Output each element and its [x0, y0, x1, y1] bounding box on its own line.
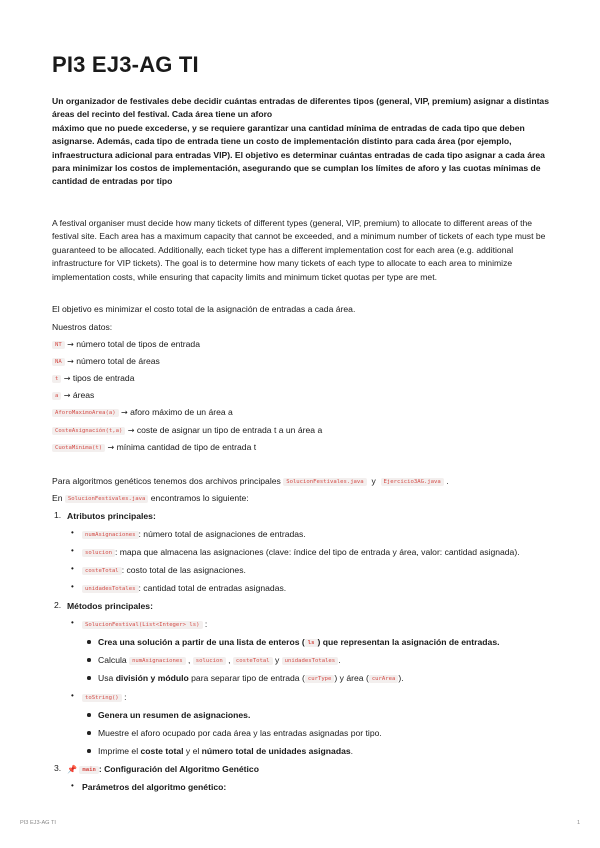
- section1-number: 1.: [54, 510, 62, 520]
- section2-number: 2.: [54, 600, 62, 610]
- code-solucion: solucion: [193, 657, 226, 665]
- data-item: [52, 338, 200, 351]
- attribute-item: [82, 546, 520, 559]
- attribute-code: solucion: [82, 549, 115, 557]
- sub-bullet: [87, 731, 91, 735]
- tostring-desc-1: Genera un resumen de asignaciones.: [98, 710, 251, 720]
- code-costetotal: costeTotal: [233, 657, 273, 665]
- code-unidadestotales: unidadesTotales: [282, 657, 339, 665]
- method-tostring: toString() :: [82, 691, 126, 704]
- arrow-right-icon: →: [63, 391, 71, 400]
- sub-bullet: [87, 713, 91, 717]
- sub-bullet: [87, 749, 91, 753]
- objective-text: El objetivo es minimizar el costo total de la asignación de entradas a cada área.: [52, 304, 356, 314]
- arrow-right-icon: →: [67, 340, 74, 349]
- files-line: Para algoritmos genéticos tenemos dos archivos principales SolucionFestivales.java y Ejercicio3AG.java .: [52, 476, 449, 486]
- sub-bullet: [87, 676, 91, 680]
- code-solucion-festivales: SolucionFestivales.java: [283, 478, 366, 486]
- sub-bullet: [87, 658, 91, 662]
- code-solucion-festivales-2: SolucionFestivales.java: [65, 495, 148, 503]
- data-item: [52, 424, 322, 437]
- bullet: •: [71, 564, 74, 573]
- attribute-text: : costo total de las asignaciones.: [121, 565, 246, 575]
- section3-number: 3.: [54, 763, 62, 773]
- data-item-text: mínima cantidad de tipo de entrada t: [116, 442, 257, 452]
- attribute-text: : cantidad total de entradas asignadas.: [138, 583, 287, 593]
- code-ejercicio3ag: Ejercicio3AG.java: [381, 478, 444, 486]
- data-item-code: a: [52, 392, 61, 400]
- data-item: [52, 355, 160, 368]
- attribute-text: : mapa que almacena las asignaciones (clave: índice del tipo de entrada y área, valor: cantidad asignada).: [114, 547, 520, 557]
- bullet: •: [71, 781, 74, 790]
- page-title: PI3 EJ3-AG TI: [52, 52, 199, 77]
- data-item-code: NT: [52, 341, 65, 349]
- page-number: 1: [577, 820, 581, 826]
- method-constructor: SolucionFestival(List<Integer> ls) :: [82, 618, 207, 631]
- data-item: [52, 389, 94, 402]
- constructor-desc-3: Usa división y módulo para separar tipo de entrada ( curType ) y área ( curArea ).: [98, 673, 404, 683]
- data-item-text: tipos de entrada: [72, 373, 135, 383]
- arrow-right-icon: →: [67, 357, 74, 366]
- attribute-text: : número total de asignaciones de entradas.: [138, 529, 306, 539]
- section1-title: Atributos principales:: [67, 511, 156, 521]
- sub-bullet: [87, 640, 91, 644]
- section2-title: Métodos principales:: [67, 601, 153, 611]
- pushpin-icon: 📌: [67, 765, 77, 774]
- code-curtype: curType: [305, 675, 335, 683]
- attribute-item: [82, 564, 246, 577]
- data-item-text: coste de asignar un tipo de entrada t a un área a: [136, 425, 323, 435]
- code-ls: ls: [305, 639, 318, 647]
- arrow-right-icon: →: [121, 408, 128, 417]
- code-main: main: [79, 766, 98, 774]
- arrow-right-icon: →: [63, 374, 71, 383]
- section3-title: 📌 main : Configuración del Algoritmo Genético: [67, 764, 259, 774]
- bullet: •: [71, 691, 74, 700]
- data-item-code: CosteAsignación(t,a): [52, 427, 125, 435]
- data-item-code: NA: [52, 358, 65, 366]
- data-item: [52, 441, 256, 454]
- section3-sub: Parámetros del algoritmo genético:: [82, 782, 227, 792]
- attribute-code: unidadesTotales: [82, 585, 139, 593]
- code-tostring: toString(): [82, 694, 122, 702]
- data-item-code: AforoMaximoArea(a): [52, 409, 119, 417]
- data-item-text: áreas: [72, 390, 95, 400]
- data-item-code: t: [52, 375, 61, 383]
- data-item-text: número total de áreas: [76, 356, 160, 366]
- attribute-item: [82, 528, 306, 541]
- arrow-right-icon: →: [107, 443, 115, 452]
- data-item-text: aforo máximo de un área a: [130, 407, 233, 417]
- tostring-desc-3: Imprime el coste total y el número total de unidades asignadas.: [98, 746, 354, 756]
- code-curarea: curArea: [369, 675, 399, 683]
- constructor-desc-2: Calcula numAsignaciones , solucion , costeTotal y unidadesTotales .: [98, 655, 341, 665]
- code-constructor: SolucionFestival(List<Integer> ls): [82, 621, 203, 629]
- constructor-desc-1: Crea una solución a partir de una lista de enteros ( ls ) que representan la asignación de entradas.: [98, 637, 500, 647]
- data-heading: Nuestros datos:: [52, 322, 113, 332]
- data-item: [52, 406, 233, 419]
- intro-english: A festival organiser must decide how many tickets of different types (general, VIP, premium) to allocate to different areas of the festival site. Each area has a maximum capacity that cannot be exceeded, and a minimum number of tickets of each type must be guaranteed to be allocated. Additionally, each ticket type has a different implementation cost for each area (e.g. additional infrastructure for VIP tickets). The goal is to determine how many tickets of each type to allocate to each area to minimize implementation costs, while ensuring that capacity limits and minimum ticket quotas per type are met.: [52, 218, 546, 282]
- code-numasignaciones: numAsignaciones: [129, 657, 186, 665]
- intro-spanish: Un organizador de festivales debe decidir cuántas entradas de diferentes tipos (general, VIP, premium) asignar a distintas áreas del recinto del festival. Cada área tiene un aforo máximo que no puede excederse, y se requiere garantizar una cantidad mínima de entradas de cada tipo que deben asignarse. Además, cada tipo de entrada tiene un costo de implementación distinto para cada área (por ejemplo, infraestructura adicional para entradas VIP). El objetivo es determinar cuántas entradas de cada tipo asignar a cada área para minimizar los costos de implementación, asegurando que se cumplan los límites de aforo y las cuotas mínimas de cantidad de entradas por tipo: [52, 96, 549, 187]
- data-item: [52, 372, 135, 385]
- bullet: •: [71, 528, 74, 537]
- attribute-item: [82, 582, 286, 595]
- tostring-desc-2: Muestre el aforo ocupado por cada área y las entradas asignadas por tipo.: [98, 728, 382, 738]
- bullet: •: [71, 582, 74, 591]
- bullet: •: [71, 546, 74, 555]
- en-line: En SolucionFestivales.java encontramos lo siguiente:: [52, 493, 249, 503]
- attribute-code: numAsignaciones: [82, 531, 139, 539]
- data-item-code: CuotaMinima(t): [52, 444, 105, 452]
- attribute-code: costeTotal: [82, 567, 122, 575]
- footer-title: PI3 EJ3-AG TI: [20, 820, 56, 826]
- arrow-right-icon: →: [127, 426, 135, 435]
- data-item-text: número total de tipos de entrada: [76, 339, 200, 349]
- bullet: •: [71, 618, 74, 627]
